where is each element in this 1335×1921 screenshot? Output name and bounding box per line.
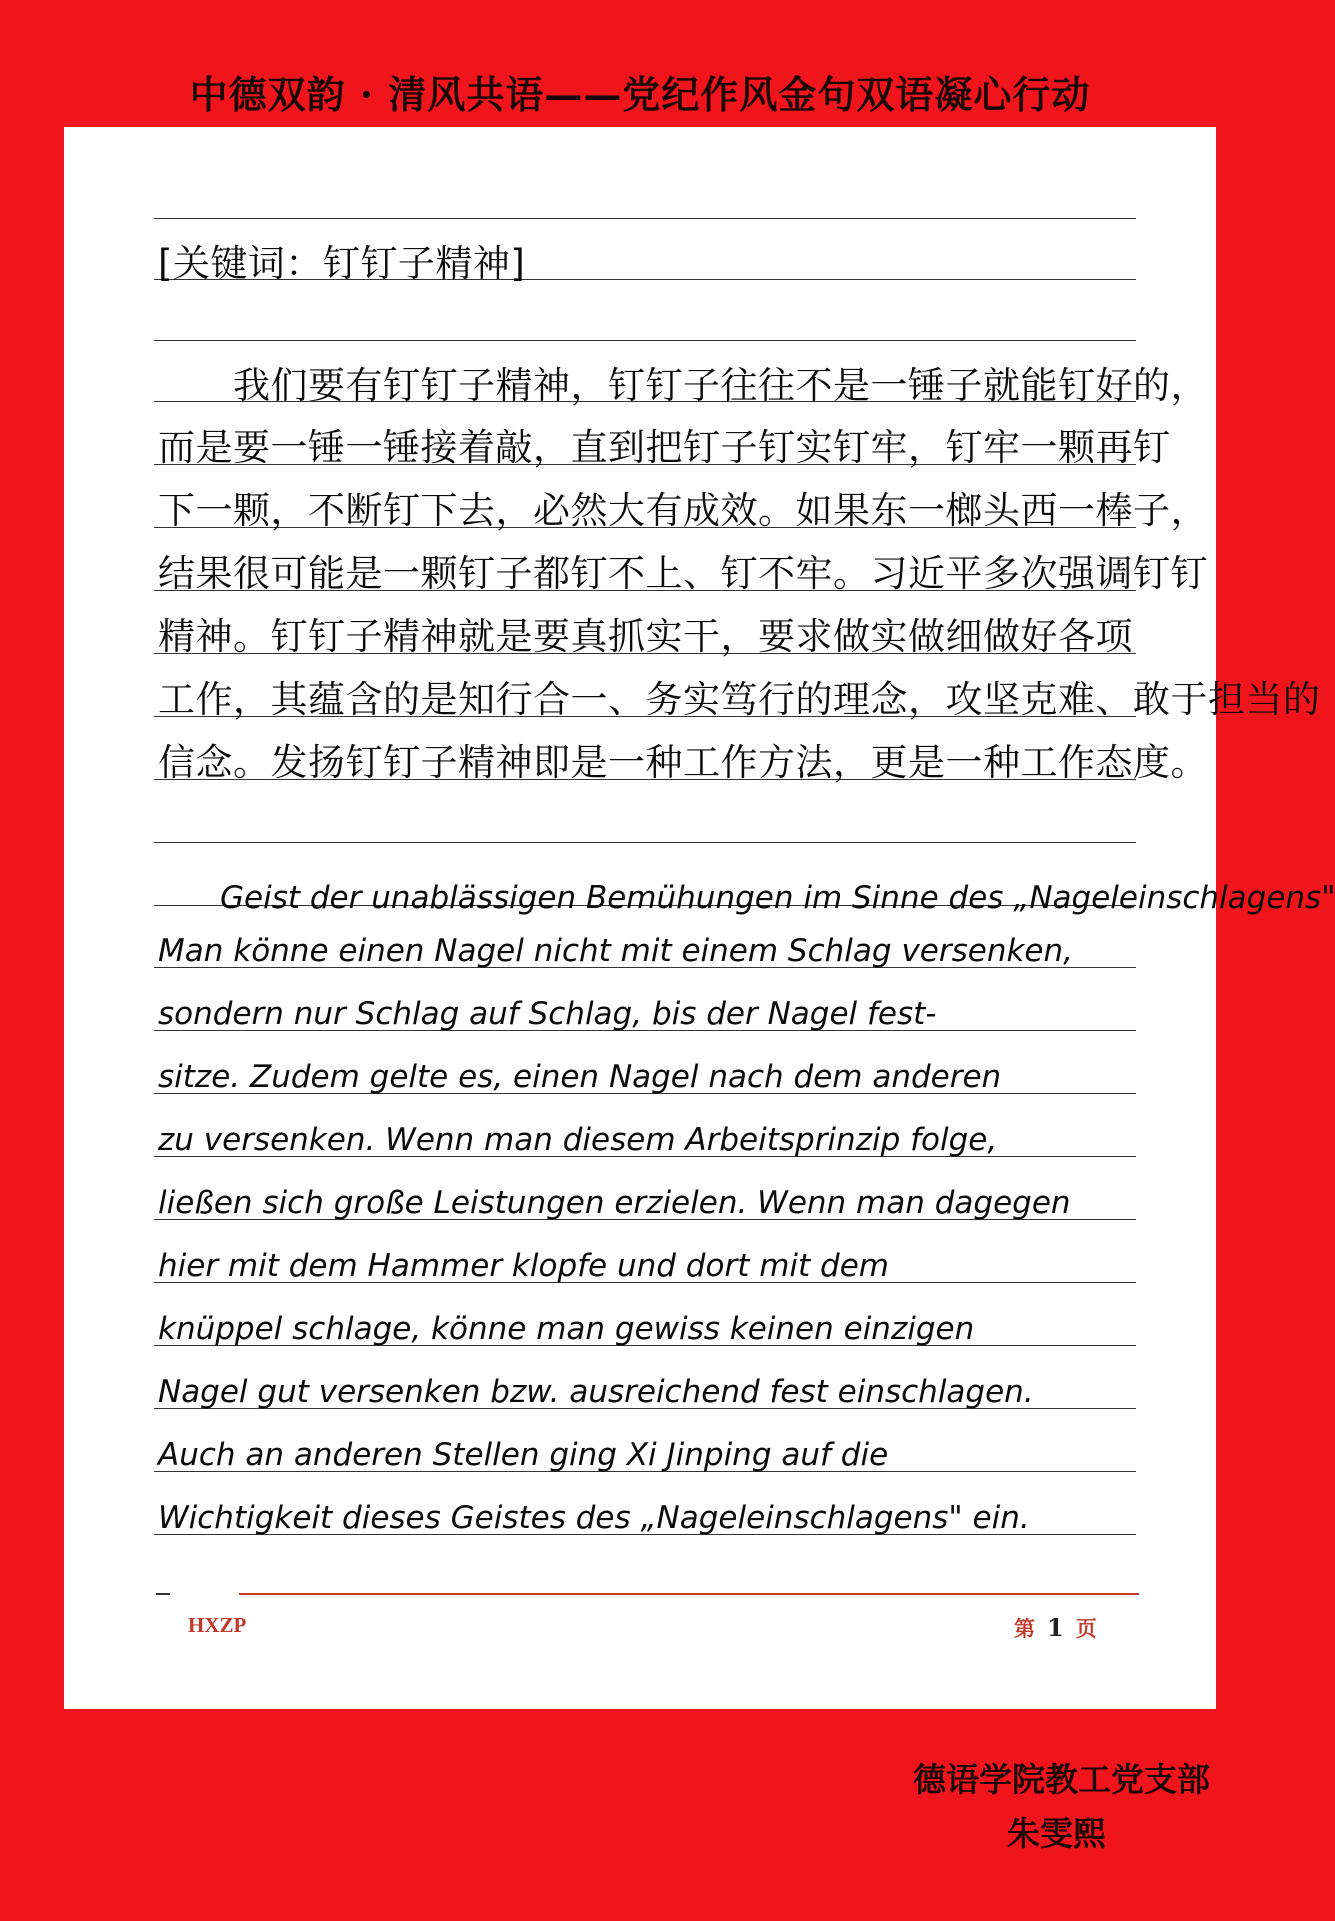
chinese-line: 信念。发扬钉钉子精神即是一种工作方法，更是一种工作态度。 (158, 741, 1208, 784)
chinese-line: 工作，其蕴含的是知行合一、务实笃行的理念，攻坚克难、敢于担当的 (158, 678, 1321, 721)
page-number: 1 (1047, 1613, 1064, 1642)
footer-divider (239, 1593, 1139, 1595)
chinese-line: 而是要一锤一锤接着敲，直到把钉子钉实钉牢，钉牢一颗再钉 (158, 426, 1171, 469)
keyword-heading: [关键词：钉钉子精神] (158, 242, 526, 285)
german-line: zu versenken. Wenn man diesem Arbeitsprinzip folge, (158, 1122, 998, 1158)
german-line: ließen sich große Leistungen erzielen. Wenn man dagegen (158, 1185, 1071, 1221)
chinese-line: 下一颗，不断钉下去，必然大有成效。如果东一榔头西一棒子， (158, 489, 1208, 532)
german-line: Nagel gut versenken bzw. ausreichend fest einschlagen. (158, 1374, 1034, 1410)
chinese-line: 我们要有钉钉子精神，钉钉子往往不是一锤子就能钉好的， (158, 364, 1208, 407)
german-line: Auch an anderen Stellen ging Xi Jinping auf die (158, 1437, 889, 1473)
ruled-line (154, 218, 1136, 219)
german-line: knüppel schlage, könne man gewiss keinen einzigen (158, 1311, 975, 1347)
german-line: Man könne einen Nagel nicht mit einem Schlag versenken, (158, 933, 1073, 969)
chinese-line: 结果很可能是一颗钉子都钉不上、钉不牢。习近平多次强调钉钉 (158, 552, 1208, 595)
page-suffix: 页 (1075, 1616, 1097, 1641)
signature-department: 德语学院教工党支部 (913, 1760, 1210, 1799)
page-prefix: 第 (1014, 1616, 1035, 1641)
german-line: Wichtigkeit dieses Geistes des „Nageleinschlagens" ein. (158, 1500, 1030, 1536)
footer-brand: HXZP (188, 1613, 247, 1637)
ruled-line (154, 340, 1136, 341)
page-title: 中德双韵 · 清风共语——党纪作风金句双语凝心行动 (189, 72, 1091, 117)
ruled-line (154, 842, 1136, 843)
page-indicator (1014, 1613, 1097, 1643)
handwritten-sheet (64, 127, 1335, 1709)
footer-dash (156, 1593, 170, 1595)
german-line: sitze. Zudem gelte es, einen Nagel nach dem anderen (158, 1059, 1002, 1095)
chinese-line: 精神。钉钉子精神就是要真抓实干，要求做实做细做好各项 (158, 615, 1133, 658)
german-line: hier mit dem Hammer klopfe und dort mit dem (158, 1248, 889, 1284)
german-line: sondern nur Schlag auf Schlag, bis der Nagel fest- (158, 996, 937, 1032)
signature-author: 朱雯熙 (1007, 1814, 1106, 1853)
german-line: Geist der unablässigen Bemühungen im Sinne des „Nageleinschlagens" (158, 880, 1335, 916)
